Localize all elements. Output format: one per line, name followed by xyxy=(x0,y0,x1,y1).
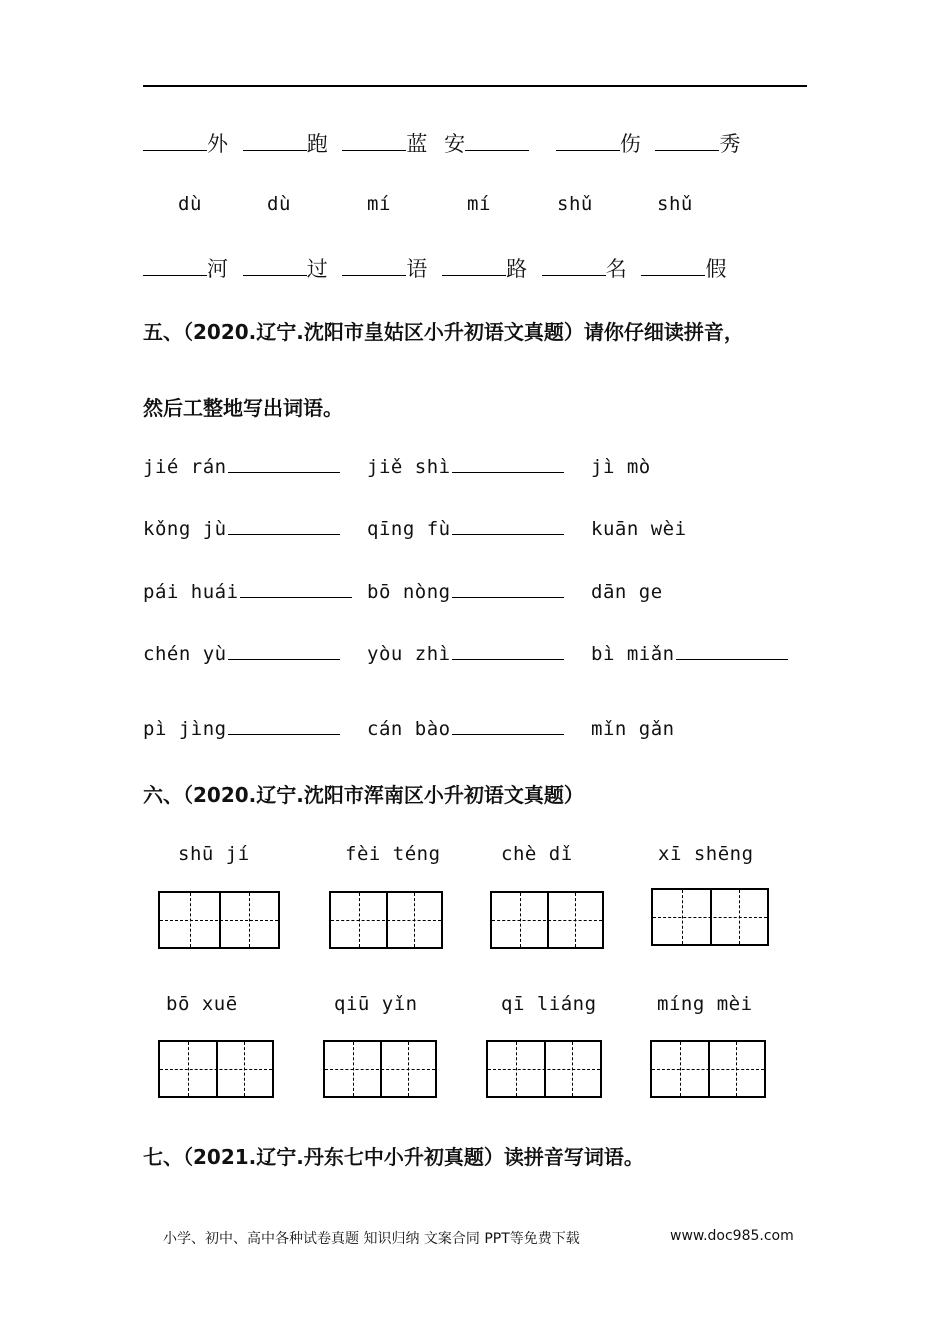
writing-grid[interactable] xyxy=(490,891,604,949)
answer-blank[interactable] xyxy=(452,471,564,473)
pinyin-item: kǒng jù xyxy=(143,518,340,540)
pinyin-item: dān ge xyxy=(591,581,663,603)
pinyin-item: cán bào xyxy=(367,718,564,740)
answer-blank[interactable] xyxy=(452,733,564,735)
sec6-pinyin: qī liáng xyxy=(501,993,597,1015)
sec4-pinyin-2: dù xyxy=(267,193,291,215)
sec4-char: 名 xyxy=(605,257,627,281)
answer-blank[interactable] xyxy=(342,149,406,151)
sec4-char: 过 xyxy=(306,257,328,281)
pinyin-item: pái huái xyxy=(143,581,352,603)
answer-blank[interactable] xyxy=(442,274,506,276)
sec4-pinyin-6: shǔ xyxy=(657,193,693,215)
sec4-char: 假 xyxy=(705,257,727,281)
pinyin-item: bō nòng xyxy=(367,581,564,603)
pinyin-item: jì mò xyxy=(591,456,651,478)
writing-grid[interactable] xyxy=(158,891,280,949)
sec6-pinyin: shū jí xyxy=(178,843,250,865)
answer-blank[interactable] xyxy=(342,274,406,276)
sec6-pinyin: xī shēng xyxy=(658,843,754,865)
sec4-pinyin-3: mí xyxy=(367,193,391,215)
sec6-pinyin: chè dǐ xyxy=(501,843,573,865)
answer-blank[interactable] xyxy=(243,274,307,276)
answer-blank[interactable] xyxy=(452,658,564,660)
sec4-char: 路 xyxy=(506,257,528,281)
sec6-heading: 六、（2020.辽宁.沈阳市浑南区小升初语文真题） xyxy=(143,783,584,807)
pinyin-item: bì miǎn xyxy=(591,643,788,665)
pinyin-item: qīng fù xyxy=(367,518,564,540)
answer-blank[interactable] xyxy=(143,149,207,151)
sec4-char: 跑 xyxy=(306,132,328,156)
sec4-pinyin-4: mí xyxy=(467,193,491,215)
answer-blank[interactable] xyxy=(452,596,564,598)
sec4-row1 xyxy=(143,128,740,158)
answer-blank[interactable] xyxy=(641,274,705,276)
sec4-char: 伤 xyxy=(619,132,641,156)
sec6-pinyin: míng mèi xyxy=(657,993,753,1015)
sec4-pinyin-5: shǔ xyxy=(557,193,593,215)
footer-text: 小学、初中、高中各种试卷真题 知识归纳 文案合同 PPT等免费下载 xyxy=(163,1231,580,1247)
writing-grid[interactable] xyxy=(486,1040,602,1098)
sec6-pinyin: fèi téng xyxy=(345,843,441,865)
answer-blank[interactable] xyxy=(676,658,788,660)
answer-blank[interactable] xyxy=(452,533,564,535)
sec4-char: 蓝 xyxy=(406,132,428,156)
sec4-char: 河 xyxy=(207,257,228,281)
sec4-row3 xyxy=(143,253,726,283)
sec7-heading: 七、（2021.辽宁.丹东七中小升初真题）读拼音写词语。 xyxy=(143,1145,644,1169)
pinyin-item: pì jìng xyxy=(143,718,340,740)
footer-url[interactable]: www.doc985.com xyxy=(670,1228,794,1244)
pinyin-item: kuān wèi xyxy=(591,518,687,540)
writing-grid[interactable] xyxy=(650,1040,766,1098)
answer-blank[interactable] xyxy=(240,596,352,598)
sec5-heading-line1: 五、（2020.辽宁.沈阳市皇姑区小升初语文真题）请你仔细读拼音， xyxy=(143,320,744,344)
answer-blank[interactable] xyxy=(228,733,340,735)
answer-blank[interactable] xyxy=(228,533,340,535)
pinyin-item: chén yù xyxy=(143,643,340,665)
pinyin-item: jiě shì xyxy=(367,456,564,478)
writing-grid[interactable] xyxy=(651,888,769,946)
sec6-pinyin: bō xuē xyxy=(166,993,238,1015)
answer-blank[interactable] xyxy=(465,149,529,151)
sec6-pinyin: qiū yǐn xyxy=(334,993,418,1015)
answer-blank[interactable] xyxy=(556,149,620,151)
sec4-char: 秀 xyxy=(719,132,741,156)
writing-grid[interactable] xyxy=(323,1040,437,1098)
pinyin-item: yòu zhì xyxy=(367,643,564,665)
sec4-char: 语 xyxy=(406,257,428,281)
sec4-pinyin-1: dù xyxy=(178,193,202,215)
answer-blank[interactable] xyxy=(542,274,606,276)
top-rule xyxy=(143,85,807,87)
pinyin-item: jié rán xyxy=(143,456,340,478)
answer-blank[interactable] xyxy=(143,274,207,276)
writing-grid[interactable] xyxy=(158,1040,274,1098)
sec4-char: 安 xyxy=(444,132,466,156)
answer-blank[interactable] xyxy=(228,471,340,473)
sec5-heading-line2: 然后工整地写出词语。 xyxy=(143,396,343,420)
sec4-char: 外 xyxy=(207,132,228,156)
answer-blank[interactable] xyxy=(243,149,307,151)
answer-blank[interactable] xyxy=(228,658,340,660)
answer-blank[interactable] xyxy=(655,149,719,151)
pinyin-item: mǐn gǎn xyxy=(591,718,675,740)
writing-grid[interactable] xyxy=(329,891,443,949)
